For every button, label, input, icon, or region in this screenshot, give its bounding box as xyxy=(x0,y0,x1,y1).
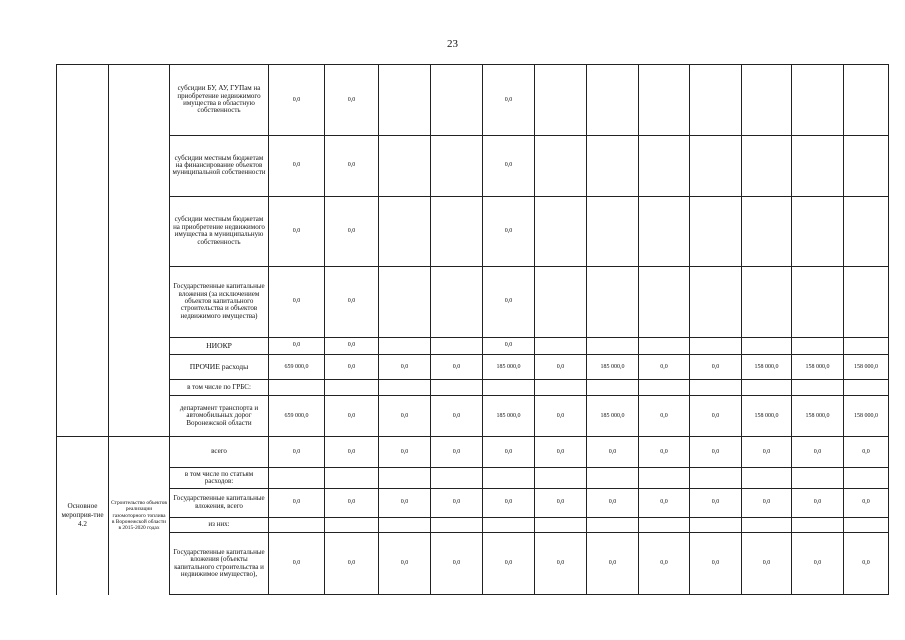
value-cell: 0,0 xyxy=(269,337,325,354)
value-cell xyxy=(587,380,639,396)
value-cell: 0,0 xyxy=(690,436,742,467)
value-cell xyxy=(844,468,889,488)
value-cell xyxy=(742,517,792,532)
value-cell xyxy=(587,65,639,136)
value-cell xyxy=(742,135,792,196)
value-cell: 0,0 xyxy=(431,533,483,595)
value-cell: 0,0 xyxy=(325,266,379,337)
value-cell: 0,0 xyxy=(325,488,379,517)
value-cell xyxy=(431,468,483,488)
value-cell xyxy=(792,337,844,354)
value-cell: 0,0 xyxy=(483,266,535,337)
value-cell xyxy=(431,65,483,136)
value-cell: 0,0 xyxy=(587,533,639,595)
value-cell: 0,0 xyxy=(325,196,379,266)
value-cell xyxy=(431,337,483,354)
value-cell: 0,0 xyxy=(639,488,690,517)
value-cell: 0,0 xyxy=(742,533,792,595)
value-cell xyxy=(431,266,483,337)
value-cell: 0,0 xyxy=(483,135,535,196)
value-cell: 0,0 xyxy=(379,354,431,379)
value-cell: 0,0 xyxy=(379,396,431,437)
value-cell xyxy=(742,468,792,488)
value-cell xyxy=(535,468,587,488)
row-label: в том числе по ГРБС: xyxy=(170,380,269,396)
value-cell xyxy=(792,266,844,337)
value-cell: 0,0 xyxy=(325,396,379,437)
value-cell xyxy=(587,468,639,488)
value-cell xyxy=(269,517,325,532)
value-cell xyxy=(690,65,742,136)
row-label: всего xyxy=(170,436,269,467)
value-cell: 0,0 xyxy=(844,533,889,595)
row-label: Государственные капитальные вложения (объекты капитального строительства и недвижимое имущество), xyxy=(170,533,269,595)
value-cell xyxy=(690,380,742,396)
table-row xyxy=(57,468,889,488)
row-label: Государственные капитальные вложения (за исключением объектов капитального строительства и объектов недвижимого имущества) xyxy=(170,266,269,337)
value-cell xyxy=(844,266,889,337)
table-row xyxy=(57,354,889,379)
value-cell xyxy=(431,380,483,396)
value-cell xyxy=(587,337,639,354)
value-cell xyxy=(379,196,431,266)
value-cell xyxy=(483,380,535,396)
value-cell xyxy=(535,380,587,396)
table-row xyxy=(57,488,889,517)
value-cell xyxy=(639,468,690,488)
value-cell xyxy=(639,337,690,354)
value-cell xyxy=(431,517,483,532)
value-cell: 0,0 xyxy=(792,488,844,517)
value-cell xyxy=(535,196,587,266)
table-row xyxy=(57,337,889,354)
value-cell: 158 000,0 xyxy=(844,396,889,437)
value-cell xyxy=(844,337,889,354)
value-cell: 0,0 xyxy=(431,354,483,379)
value-cell: 185 000,0 xyxy=(483,354,535,379)
value-cell xyxy=(639,380,690,396)
value-cell: 0,0 xyxy=(483,337,535,354)
value-cell xyxy=(639,196,690,266)
value-cell xyxy=(535,65,587,136)
value-cell: 0,0 xyxy=(431,396,483,437)
value-cell: 0,0 xyxy=(639,533,690,595)
activity-cell-empty xyxy=(57,65,109,437)
value-cell: 158 000,0 xyxy=(792,396,844,437)
value-cell: 0,0 xyxy=(269,533,325,595)
value-cell xyxy=(535,135,587,196)
value-cell: 0,0 xyxy=(269,436,325,467)
value-cell: 0,0 xyxy=(742,488,792,517)
row-label: ПРОЧИЕ расходы xyxy=(170,354,269,379)
value-cell xyxy=(742,337,792,354)
value-cell xyxy=(325,468,379,488)
value-cell xyxy=(742,65,792,136)
value-cell: 0,0 xyxy=(844,488,889,517)
row-label: из них: xyxy=(170,517,269,532)
value-cell: 0,0 xyxy=(379,436,431,467)
value-cell xyxy=(483,468,535,488)
value-cell xyxy=(844,380,889,396)
row-label: субсидии местным бюджетам на финансирование объектов муниципальной собственности xyxy=(170,135,269,196)
value-cell xyxy=(535,337,587,354)
value-cell xyxy=(431,196,483,266)
value-cell xyxy=(379,468,431,488)
value-cell: 0,0 xyxy=(535,533,587,595)
table-row xyxy=(57,396,889,437)
value-cell: 158 000,0 xyxy=(844,354,889,379)
value-cell xyxy=(379,380,431,396)
value-cell xyxy=(587,517,639,532)
value-cell: 158 000,0 xyxy=(792,354,844,379)
value-cell: 0,0 xyxy=(690,488,742,517)
value-cell: 0,0 xyxy=(483,436,535,467)
value-cell: 0,0 xyxy=(325,135,379,196)
value-cell: 185 000,0 xyxy=(587,396,639,437)
value-cell xyxy=(639,517,690,532)
value-cell: 0,0 xyxy=(325,436,379,467)
value-cell xyxy=(690,468,742,488)
value-cell: 0,0 xyxy=(639,436,690,467)
value-cell: 0,0 xyxy=(269,196,325,266)
value-cell xyxy=(690,135,742,196)
value-cell: 0,0 xyxy=(535,488,587,517)
table-row xyxy=(57,436,889,467)
value-cell xyxy=(379,517,431,532)
table-row xyxy=(57,380,889,396)
value-cell xyxy=(792,65,844,136)
value-cell xyxy=(379,65,431,136)
value-cell xyxy=(792,380,844,396)
value-cell xyxy=(587,196,639,266)
value-cell xyxy=(844,196,889,266)
value-cell: 0,0 xyxy=(483,533,535,595)
table-row xyxy=(57,196,889,266)
value-cell xyxy=(742,266,792,337)
value-cell xyxy=(690,517,742,532)
value-cell: 185 000,0 xyxy=(587,354,639,379)
value-cell: 0,0 xyxy=(379,533,431,595)
value-cell xyxy=(792,196,844,266)
value-cell: 0,0 xyxy=(483,65,535,136)
value-cell xyxy=(269,380,325,396)
value-cell xyxy=(639,65,690,136)
value-cell xyxy=(431,135,483,196)
activity-description: Строительство объектов реализации газомоторного топлива в Воронежской области в 2015-2020 годах xyxy=(109,436,170,594)
value-cell xyxy=(379,135,431,196)
value-cell: 0,0 xyxy=(742,436,792,467)
value-cell: 0,0 xyxy=(690,354,742,379)
table-row xyxy=(57,266,889,337)
value-cell: 0,0 xyxy=(325,354,379,379)
value-cell: 0,0 xyxy=(690,533,742,595)
value-cell: 659 000,0 xyxy=(269,354,325,379)
row-label: субсидии местным бюджетам на приобретение недвижимого имущества в муниципальную собственность xyxy=(170,196,269,266)
value-cell: 158 000,0 xyxy=(742,354,792,379)
value-cell xyxy=(587,135,639,196)
value-cell: 0,0 xyxy=(431,436,483,467)
page-number: 23 xyxy=(447,38,458,50)
value-cell xyxy=(325,517,379,532)
value-cell: 659 000,0 xyxy=(269,396,325,437)
value-cell xyxy=(269,468,325,488)
value-cell: 0,0 xyxy=(639,354,690,379)
value-cell xyxy=(792,468,844,488)
value-cell xyxy=(844,517,889,532)
value-cell: 185 000,0 xyxy=(483,396,535,437)
value-cell: 0,0 xyxy=(483,488,535,517)
row-label: департамент транспорта и автомобильных дорог Воронежской области xyxy=(170,396,269,437)
activity-title: Основное мероприя-тие 4.2 xyxy=(57,436,109,594)
value-cell xyxy=(690,266,742,337)
value-cell: 0,0 xyxy=(639,396,690,437)
value-cell: 0,0 xyxy=(535,396,587,437)
value-cell xyxy=(742,196,792,266)
row-label: НИОКР xyxy=(170,337,269,354)
value-cell xyxy=(535,266,587,337)
value-cell: 0,0 xyxy=(269,266,325,337)
table-row xyxy=(57,533,889,595)
table-row xyxy=(57,65,889,136)
table-row xyxy=(57,517,889,532)
value-cell xyxy=(639,266,690,337)
value-cell: 0,0 xyxy=(587,488,639,517)
value-cell: 0,0 xyxy=(325,65,379,136)
value-cell: 0,0 xyxy=(792,533,844,595)
value-cell xyxy=(690,196,742,266)
value-cell: 0,0 xyxy=(587,436,639,467)
description-cell-empty xyxy=(109,65,170,437)
row-label: Государственные капитальные вложения, всего xyxy=(170,488,269,517)
value-cell: 0,0 xyxy=(269,488,325,517)
value-cell xyxy=(639,135,690,196)
value-cell xyxy=(792,517,844,532)
value-cell: 0,0 xyxy=(690,396,742,437)
value-cell: 0,0 xyxy=(269,135,325,196)
table-row xyxy=(57,135,889,196)
value-cell: 0,0 xyxy=(431,488,483,517)
value-cell: 0,0 xyxy=(483,196,535,266)
value-cell xyxy=(792,135,844,196)
value-cell xyxy=(844,135,889,196)
value-cell xyxy=(535,517,587,532)
value-cell: 0,0 xyxy=(269,65,325,136)
value-cell xyxy=(844,65,889,136)
value-cell xyxy=(325,380,379,396)
value-cell xyxy=(483,517,535,532)
value-cell xyxy=(587,266,639,337)
value-cell: 0,0 xyxy=(535,354,587,379)
budget-table xyxy=(56,64,889,595)
value-cell xyxy=(379,266,431,337)
value-cell xyxy=(379,337,431,354)
value-cell xyxy=(690,337,742,354)
value-cell: 0,0 xyxy=(325,533,379,595)
value-cell xyxy=(742,380,792,396)
value-cell: 0,0 xyxy=(535,436,587,467)
value-cell: 0,0 xyxy=(325,337,379,354)
value-cell: 0,0 xyxy=(792,436,844,467)
value-cell: 158 000,0 xyxy=(742,396,792,437)
row-label: в том числе по статьям расходов: xyxy=(170,468,269,488)
value-cell: 0,0 xyxy=(379,488,431,517)
value-cell: 0,0 xyxy=(844,436,889,467)
row-label: субсидии БУ, АУ, ГУПам на приобретение недвижимого имущества в областную собственность xyxy=(170,65,269,136)
